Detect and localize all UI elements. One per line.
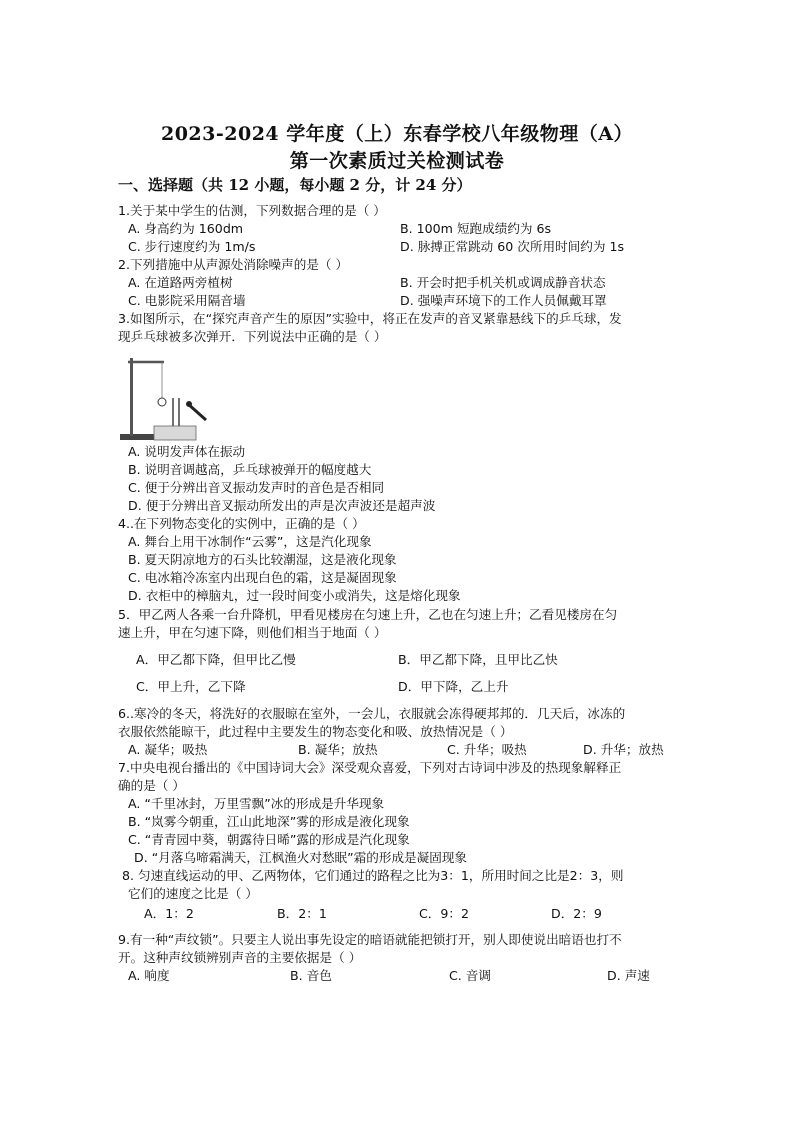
question-3-option-b: B. 说明音调越高，乒乓球被弹开的幅度越大 bbox=[128, 462, 372, 477]
question-2-option-c: C. 电影院采用隔音墙 bbox=[128, 293, 246, 308]
question-6-option-d: D. 升华；放热 bbox=[583, 742, 664, 757]
tuning-fork-ping-pong-apparatus-figure bbox=[118, 352, 218, 442]
ping-pong-ball bbox=[158, 398, 166, 406]
question-3-option-a: A. 说明发声体在振动 bbox=[128, 444, 246, 459]
question-8-option-a: A．1：2 bbox=[144, 906, 194, 921]
resonance-box bbox=[154, 426, 196, 440]
question-5-option-a: A．甲乙都下降，但甲比乙慢 bbox=[136, 652, 296, 667]
question-3-option-c: C. 便于分辨出音叉振动发声时的音色是否相同 bbox=[128, 480, 385, 495]
question-2-option-d: D. 强噪声环境下的工作人员佩戴耳罩 bbox=[400, 293, 607, 308]
question-7-option-a: A. “千里冰封，万里雪飘”冰的形成是升华现象 bbox=[128, 796, 385, 811]
question-5-stem-line1: 5．甲乙两人各乘一台升降机，甲看见楼房在匀速上升，乙也在匀速上升；乙看见楼房在匀 bbox=[118, 607, 618, 622]
exam-title-line1: 2023-2024 学年度（上）东春学校八年级物理（A） bbox=[160, 123, 633, 145]
question-8-option-b: B．2：1 bbox=[277, 906, 327, 921]
question-7-option-b: B. “岚雾今朝重，江山此地深”雾的形成是液化现象 bbox=[128, 814, 410, 829]
question-2-stem: 2.下列措施中从声源处消除噪声的是（ ） bbox=[118, 257, 349, 272]
question-9-stem-line2: 开。这种声纹锁辨别声音的主要依据是（ ） bbox=[118, 950, 362, 965]
question-7-stem-line2: 确的是（ ） bbox=[118, 778, 185, 793]
mallet-head bbox=[186, 401, 192, 407]
question-9-option-b: B. 音色 bbox=[290, 968, 332, 983]
question-5-option-c: C．甲上升，乙下降 bbox=[136, 679, 246, 694]
question-2-option-b: B. 开会时把手机关机或调成静音状态 bbox=[400, 275, 606, 290]
question-1-option-a: A. 身高约为 160dm bbox=[128, 221, 244, 236]
exam-title-line2: 第一次素质过关检测试卷 bbox=[289, 150, 505, 172]
question-9-stem-line1: 9.有一种“声纹锁”。只要主人说出事先设定的暗语就能把锁打开，别人即使说出暗语也打不 bbox=[118, 932, 622, 947]
question-6-option-a: A. 凝华；吸热 bbox=[128, 742, 208, 757]
question-8-option-c: C．9：2 bbox=[419, 906, 470, 921]
question-8-stem-line2: 它们的速度之比是（ ） bbox=[128, 886, 258, 901]
question-4-option-a: A. 舞台上用干冰制作“云雾”，这是汽化现象 bbox=[128, 534, 372, 549]
question-4-option-b: B. 夏天阴凉地方的石头比较潮湿，这是液化现象 bbox=[128, 552, 397, 567]
question-2-option-a: A. 在道路两旁植树 bbox=[128, 275, 233, 290]
question-1-option-c: C. 步行速度约为 1m/s bbox=[128, 239, 256, 254]
question-9-option-a: A. 响度 bbox=[128, 968, 170, 983]
question-4-stem: 4..在下列物态变化的实例中，正确的是（ ） bbox=[118, 516, 365, 531]
question-9-option-c: C. 音调 bbox=[449, 968, 491, 983]
question-5-option-d: D．甲下降，乙上升 bbox=[398, 679, 509, 694]
question-4-option-d: D. 衣柜中的樟脑丸，过一段时间变小或消失，这是熔化现象 bbox=[128, 588, 461, 603]
question-3-option-d: D. 便于分辨出音叉振动所发出的声是次声波还是超声波 bbox=[128, 498, 436, 513]
question-3-stem-line2: 现乒乓球被多次弹开．下列说法中正确的是（ ） bbox=[118, 329, 387, 344]
question-1-stem: 1.关于某中学生的估测，下列数据合理的是（ ） bbox=[118, 203, 386, 218]
question-7-option-d: D. “月落乌啼霜满天，江枫渔火对愁眠”霜的形成是凝固现象 bbox=[134, 850, 468, 865]
question-8-option-d: D．2：9 bbox=[551, 906, 602, 921]
question-6-stem-line2: 衣服依然能晾干，此过程中主要发生的物态变化和吸、放热情况是（ ） bbox=[118, 724, 513, 739]
question-4-option-c: C. 电冰箱冷冻室内出现白色的霜，这是凝固现象 bbox=[128, 570, 397, 585]
question-6-stem-line1: 6..寒冷的冬天，将洗好的衣服晾在室外，一会儿，衣服就会冻得硬邦邦的．几天后，冰冻的 bbox=[118, 706, 626, 721]
stand-base bbox=[120, 434, 154, 440]
question-6-option-b: B. 凝华；放热 bbox=[298, 742, 378, 757]
question-9-option-d: D. 声速 bbox=[607, 968, 650, 983]
question-5-stem-line2: 速上升，甲在匀速下降，则他们相当于地面（ ） bbox=[118, 625, 387, 640]
section-heading-multiple-choice: 一、选择题（共 12 小题，每小题 2 分，计 24 分） bbox=[118, 176, 472, 194]
question-6-option-c: C. 升华；吸热 bbox=[447, 742, 527, 757]
question-3-stem-line1: 3.如图所示，在“探究声音产生的原因”实验中，将正在发声的音叉紧靠悬线下的乒乓球，发 bbox=[118, 311, 622, 326]
stand-rod bbox=[130, 358, 133, 436]
question-7-option-c: C. “青青园中葵，朝露待日晞”露的形成是汽化现象 bbox=[128, 832, 410, 847]
question-5-option-b: B．甲乙都下降，且甲比乙快 bbox=[398, 652, 558, 667]
question-1-option-d: D. 脉搏正常跳动 60 次所用时间约为 1s bbox=[400, 239, 625, 254]
question-7-stem-line1: 7.中央电视台播出的《中国诗词大会》深受观众喜爱，下列对古诗词中涉及的热现象解释正 bbox=[118, 760, 622, 775]
question-1-option-b: B. 100m 短跑成绩约为 6s bbox=[400, 221, 552, 236]
question-8-stem-line1: 8. 匀速直线运动的甲、乙两物体，它们通过的路程之比为3：1，所用时间之比是2：3，则 bbox=[122, 868, 624, 883]
